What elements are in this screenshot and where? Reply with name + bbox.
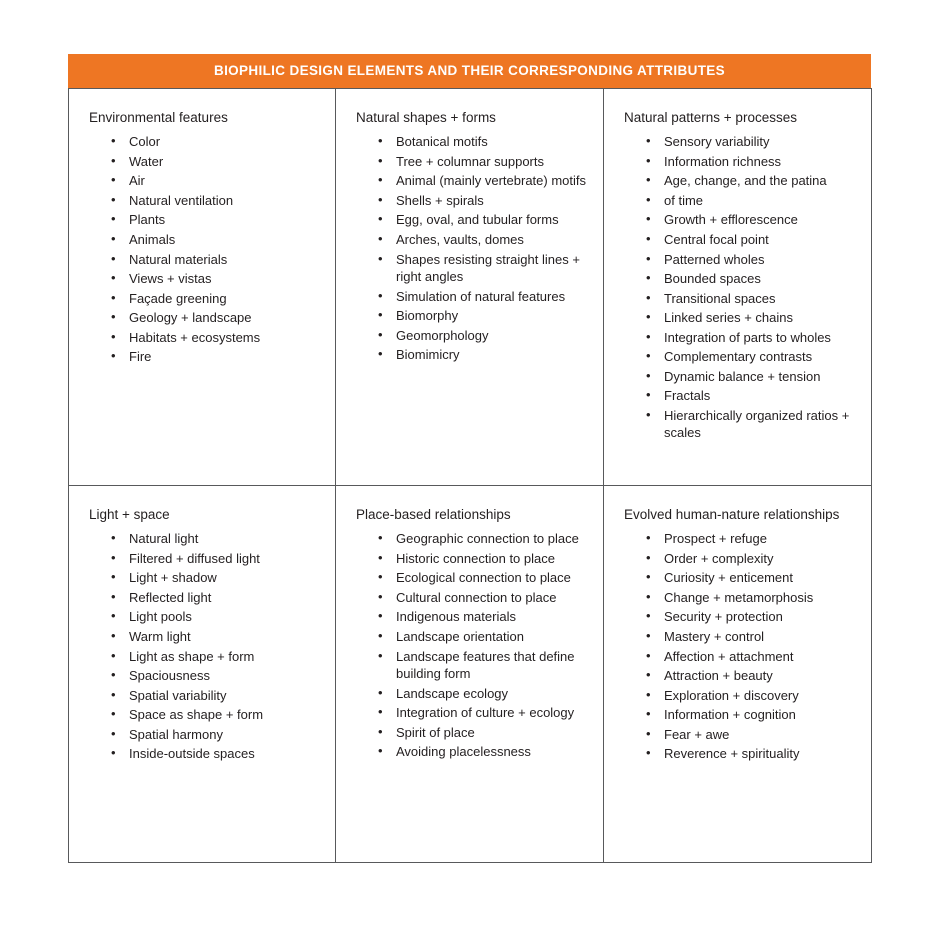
list-item: • Views + vistas (111, 270, 319, 288)
list-item: • Biomorphy (378, 307, 587, 325)
list-item: • Security + protection (646, 608, 855, 626)
list-item: • Spatial variability (111, 687, 319, 705)
list-item: • Light pools (111, 608, 319, 626)
list-item: • Reflected light (111, 589, 319, 607)
table-title: BIOPHILIC DESIGN ELEMENTS AND THEIR CORRESPONDING ATTRIBUTES (68, 54, 871, 88)
list-item: • Spaciousness (111, 667, 319, 685)
list-item: • Botanical motifs (378, 133, 587, 151)
list-item: • Landscape orientation (378, 628, 587, 646)
cell-natural-patterns-processes (604, 89, 872, 486)
list-item: • Geology + landscape (111, 309, 319, 327)
list-item: • Light as shape + form (111, 648, 319, 666)
cell-place-based-relationships (336, 486, 604, 863)
list-item: • Order + complexity (646, 550, 855, 568)
list-item: • Central focal point (646, 231, 855, 249)
list-item: • Arches, vaults, domes (378, 231, 587, 249)
list-item: • Shells + spirals (378, 192, 587, 210)
list-item: • Geographic connection to place (378, 530, 587, 548)
category-heading: Environmental features (89, 110, 228, 125)
list-item: • Transitional spaces (646, 290, 855, 308)
list-item: • Tree + columnar supports (378, 153, 587, 171)
category-item-list (89, 133, 319, 366)
list-item: • Information richness (646, 153, 855, 171)
list-item: • Plants (111, 211, 319, 229)
category-heading: Place-based relationships (356, 507, 511, 522)
list-item: • Cultural connection to place (378, 589, 587, 607)
list-item: • Integration of culture + ecology (378, 704, 587, 722)
category-item-list (356, 530, 587, 761)
list-item: • Integration of parts to wholes (646, 329, 855, 347)
list-item: • Simulation of natural features (378, 288, 587, 306)
list-item: • Fear + awe (646, 726, 855, 744)
list-item: • Growth + efflorescence (646, 211, 855, 229)
attributes-grid (68, 88, 872, 863)
list-item: • Hierarchically organized ratios + scales (646, 407, 855, 442)
category-item-list (89, 530, 319, 763)
list-item: • Change + metamorphosis (646, 589, 855, 607)
list-item: • Patterned wholes (646, 251, 855, 269)
table-row (69, 89, 872, 486)
list-item: • Air (111, 172, 319, 190)
list-item: • Indigenous materials (378, 608, 587, 626)
cell-environmental-features (69, 89, 336, 486)
list-item: • Spatial harmony (111, 726, 319, 744)
list-item: • Warm light (111, 628, 319, 646)
list-item: • Prospect + refuge (646, 530, 855, 548)
list-item: • Shapes resisting straight lines + right angles (378, 251, 587, 286)
list-item: • Information + cognition (646, 706, 855, 724)
list-item: • Biomimicry (378, 346, 587, 364)
list-item: • Sensory variability (646, 133, 855, 151)
list-item: • Space as shape + form (111, 706, 319, 724)
list-item: • Affection + attachment (646, 648, 855, 666)
list-item: • Age, change, and the patina (646, 172, 855, 190)
list-item: • Animals (111, 231, 319, 249)
list-item: • Curiosity + enticement (646, 569, 855, 587)
list-item: • Linked series + chains (646, 309, 855, 327)
category-heading: Light + space (89, 507, 170, 522)
list-item: • Attraction + beauty (646, 667, 855, 685)
list-item: • Fire (111, 348, 319, 366)
category-item-list (624, 133, 855, 442)
list-item: • Habitats + ecosystems (111, 329, 319, 347)
list-item: • Inside-outside spaces (111, 745, 319, 763)
list-item: • Water (111, 153, 319, 171)
table-row (69, 486, 872, 863)
list-item: • Exploration + discovery (646, 687, 855, 705)
list-item: • Mastery + control (646, 628, 855, 646)
cell-natural-shapes-forms (336, 89, 604, 486)
category-item-list (624, 530, 855, 763)
list-item: • Avoiding placelessness (378, 743, 587, 761)
list-item: • Natural materials (111, 251, 319, 269)
list-item: • of time (646, 192, 855, 210)
list-item: • Fractals (646, 387, 855, 405)
list-item: • Egg, oval, and tubular forms (378, 211, 587, 229)
category-heading: Natural shapes + forms (356, 110, 496, 125)
list-item: • Color (111, 133, 319, 151)
category-heading: Evolved human-nature relationships (624, 507, 840, 522)
category-item-list (356, 133, 587, 364)
list-item: • Spirit of place (378, 724, 587, 742)
list-item: • Light + shadow (111, 569, 319, 587)
list-item: • Ecological connection to place (378, 569, 587, 587)
list-item: • Natural light (111, 530, 319, 548)
list-item: • Animal (mainly vertebrate) motifs (378, 172, 587, 190)
category-heading: Natural patterns + processes (624, 110, 797, 125)
list-item: • Natural ventilation (111, 192, 319, 210)
list-item: • Historic connection to place (378, 550, 587, 568)
list-item: • Complementary contrasts (646, 348, 855, 366)
list-item: • Landscape ecology (378, 685, 587, 703)
cell-light-space (69, 486, 336, 863)
list-item: • Bounded spaces (646, 270, 855, 288)
cell-evolved-human-nature-relationships (604, 486, 872, 863)
list-item: • Filtered + diffused light (111, 550, 319, 568)
list-item: • Geomorphology (378, 327, 587, 345)
list-item: • Reverence + spirituality (646, 745, 855, 763)
list-item: • Landscape features that define building form (378, 648, 587, 683)
list-item: • Façade greening (111, 290, 319, 308)
biophilic-design-table (68, 54, 871, 863)
list-item: • Dynamic balance + tension (646, 368, 855, 386)
